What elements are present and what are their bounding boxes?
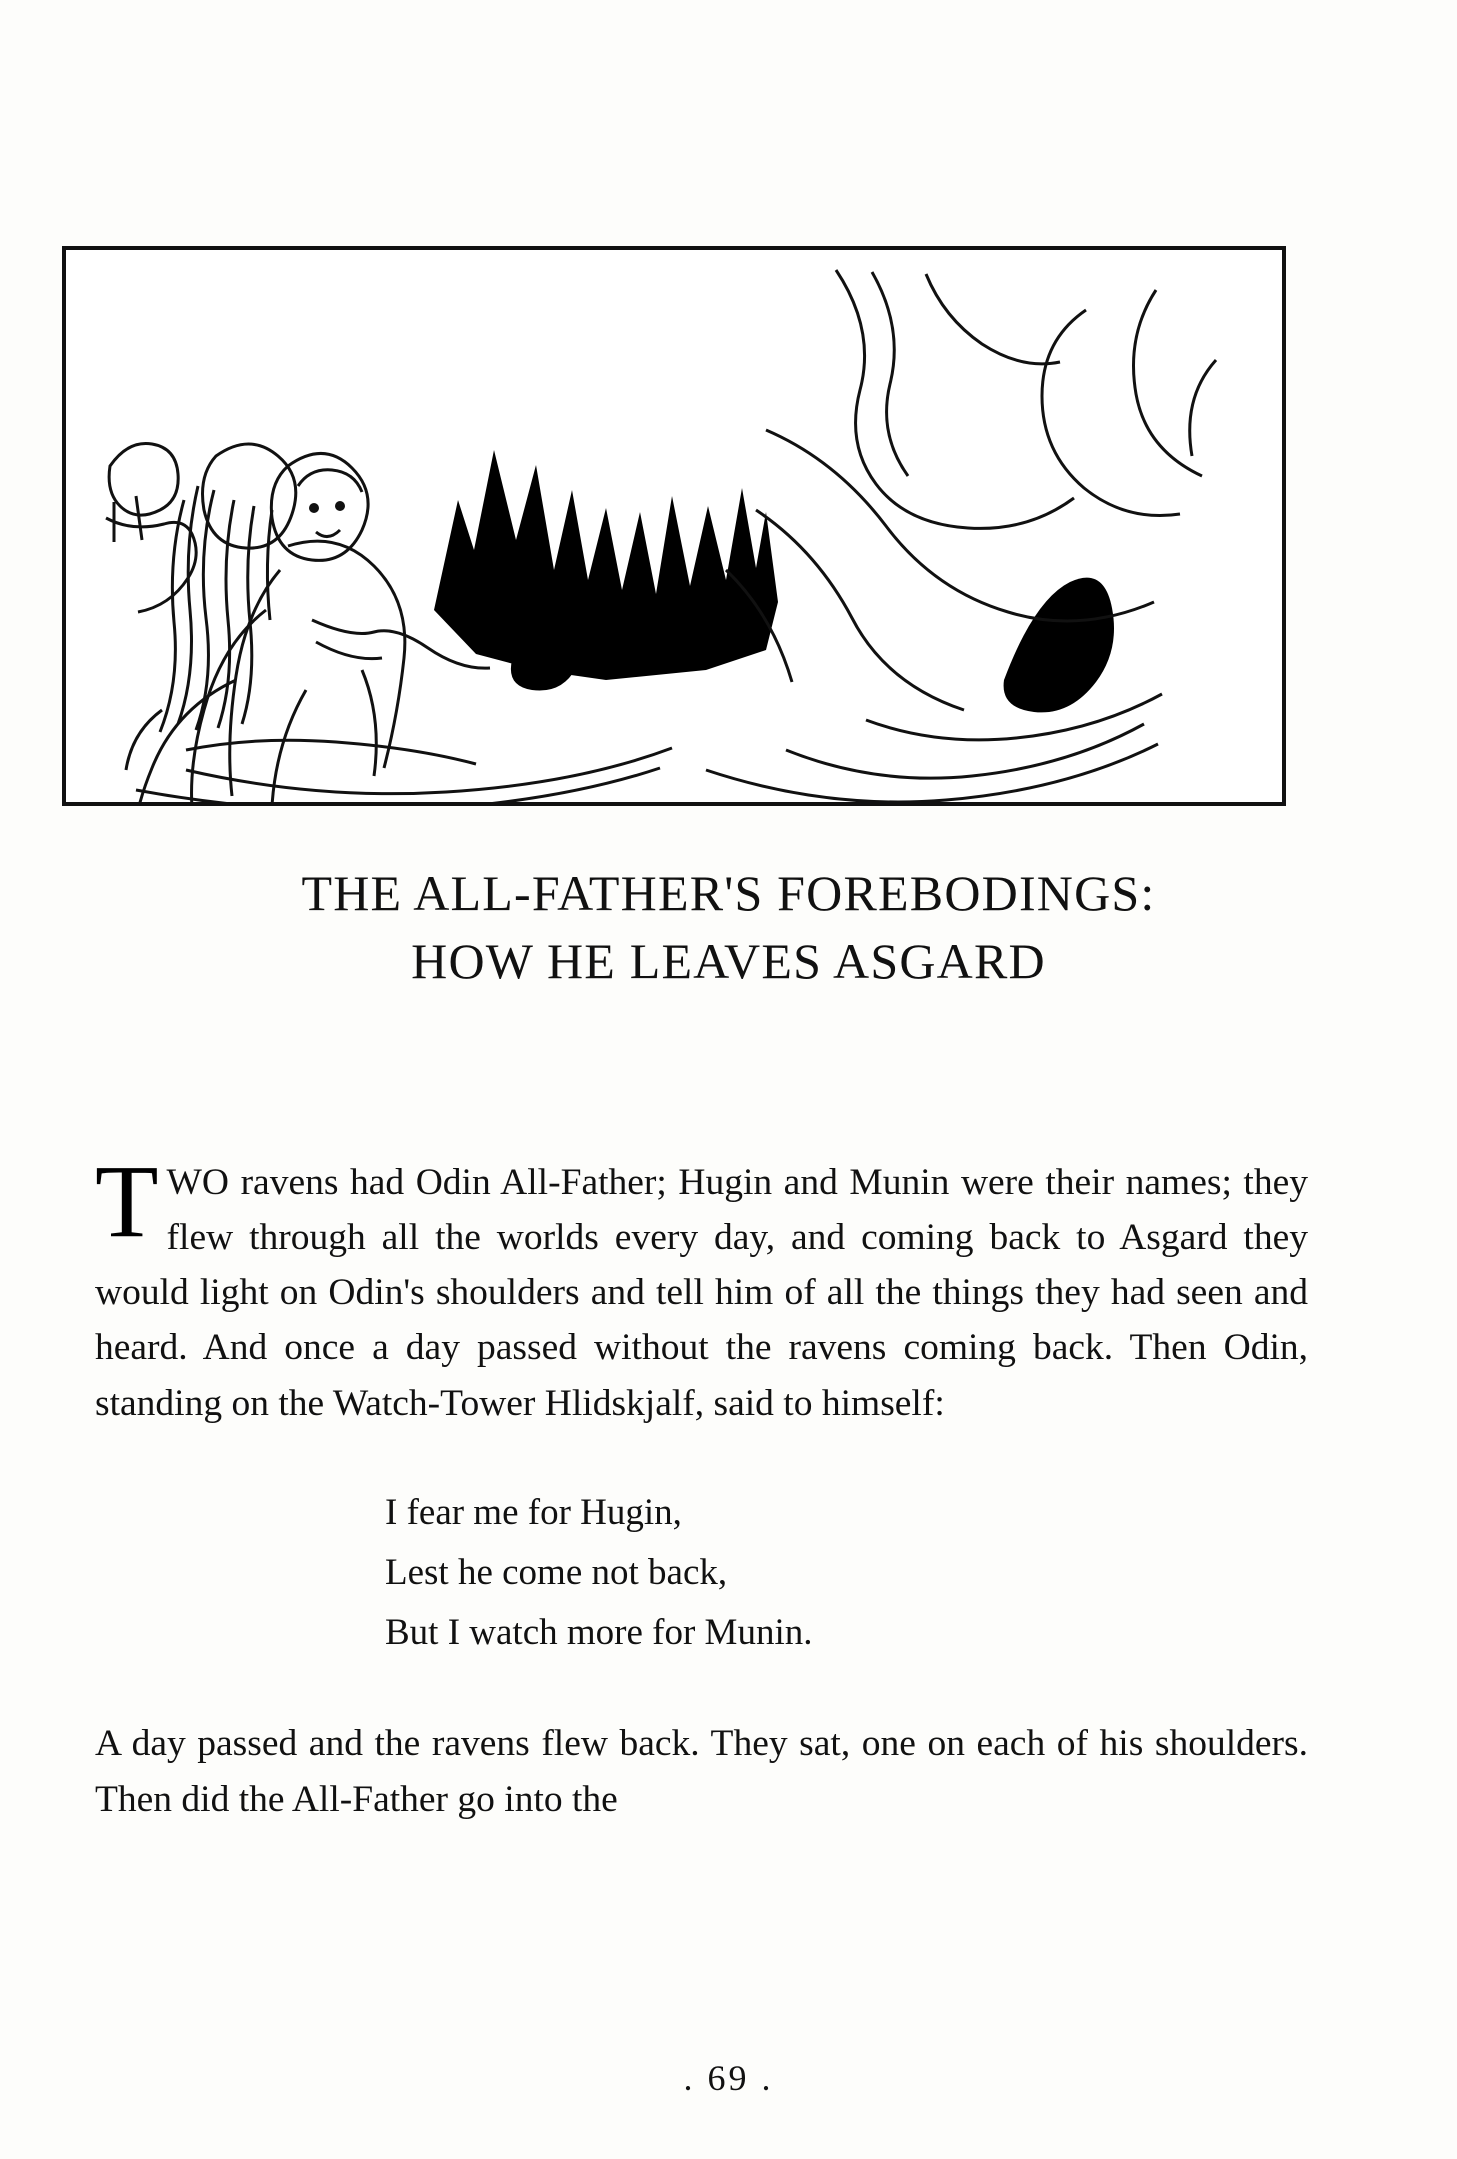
paragraph-first: WO ravens had Odin All-Father; Hugin and Munin were their names; they flew through all the worlds every day, and coming back to Asgard they would light on Odin's shoulders and tell him of all the things they had seen and heard. And once a day passed without the ravens coming back. Then Odin, standing on the Watch-Tower Hlidskjalf, said to himself: [95,1162,1308,1424]
page-title [0,860,1457,995]
verse-block [95,1483,1308,1663]
title-line-1: THE ALL-FATHER'S FOREBODINGS: [301,865,1156,921]
illustration-frame [62,246,1286,806]
body-column [95,1144,1308,1827]
title-line-2: HOW HE LEAVES ASGARD [411,932,1046,989]
verse-line-3: But I watch more for Munin. [385,1611,813,1653]
paragraph-second: A day passed and the ravens flew back. They sat, one on each of his shoulders. Then did the All-Father go into the [95,1723,1308,1820]
verse-line-2: Lest he come not back, [385,1551,728,1593]
drop-cap: T [95,1144,159,1259]
first-paragraph-block [95,1144,1308,1431]
page-number: . 69 . [683,2058,774,2098]
ink-illustration-seated-figures-and-flames [66,250,1282,802]
verse-line-1: I fear me for Hugin, [385,1491,682,1533]
